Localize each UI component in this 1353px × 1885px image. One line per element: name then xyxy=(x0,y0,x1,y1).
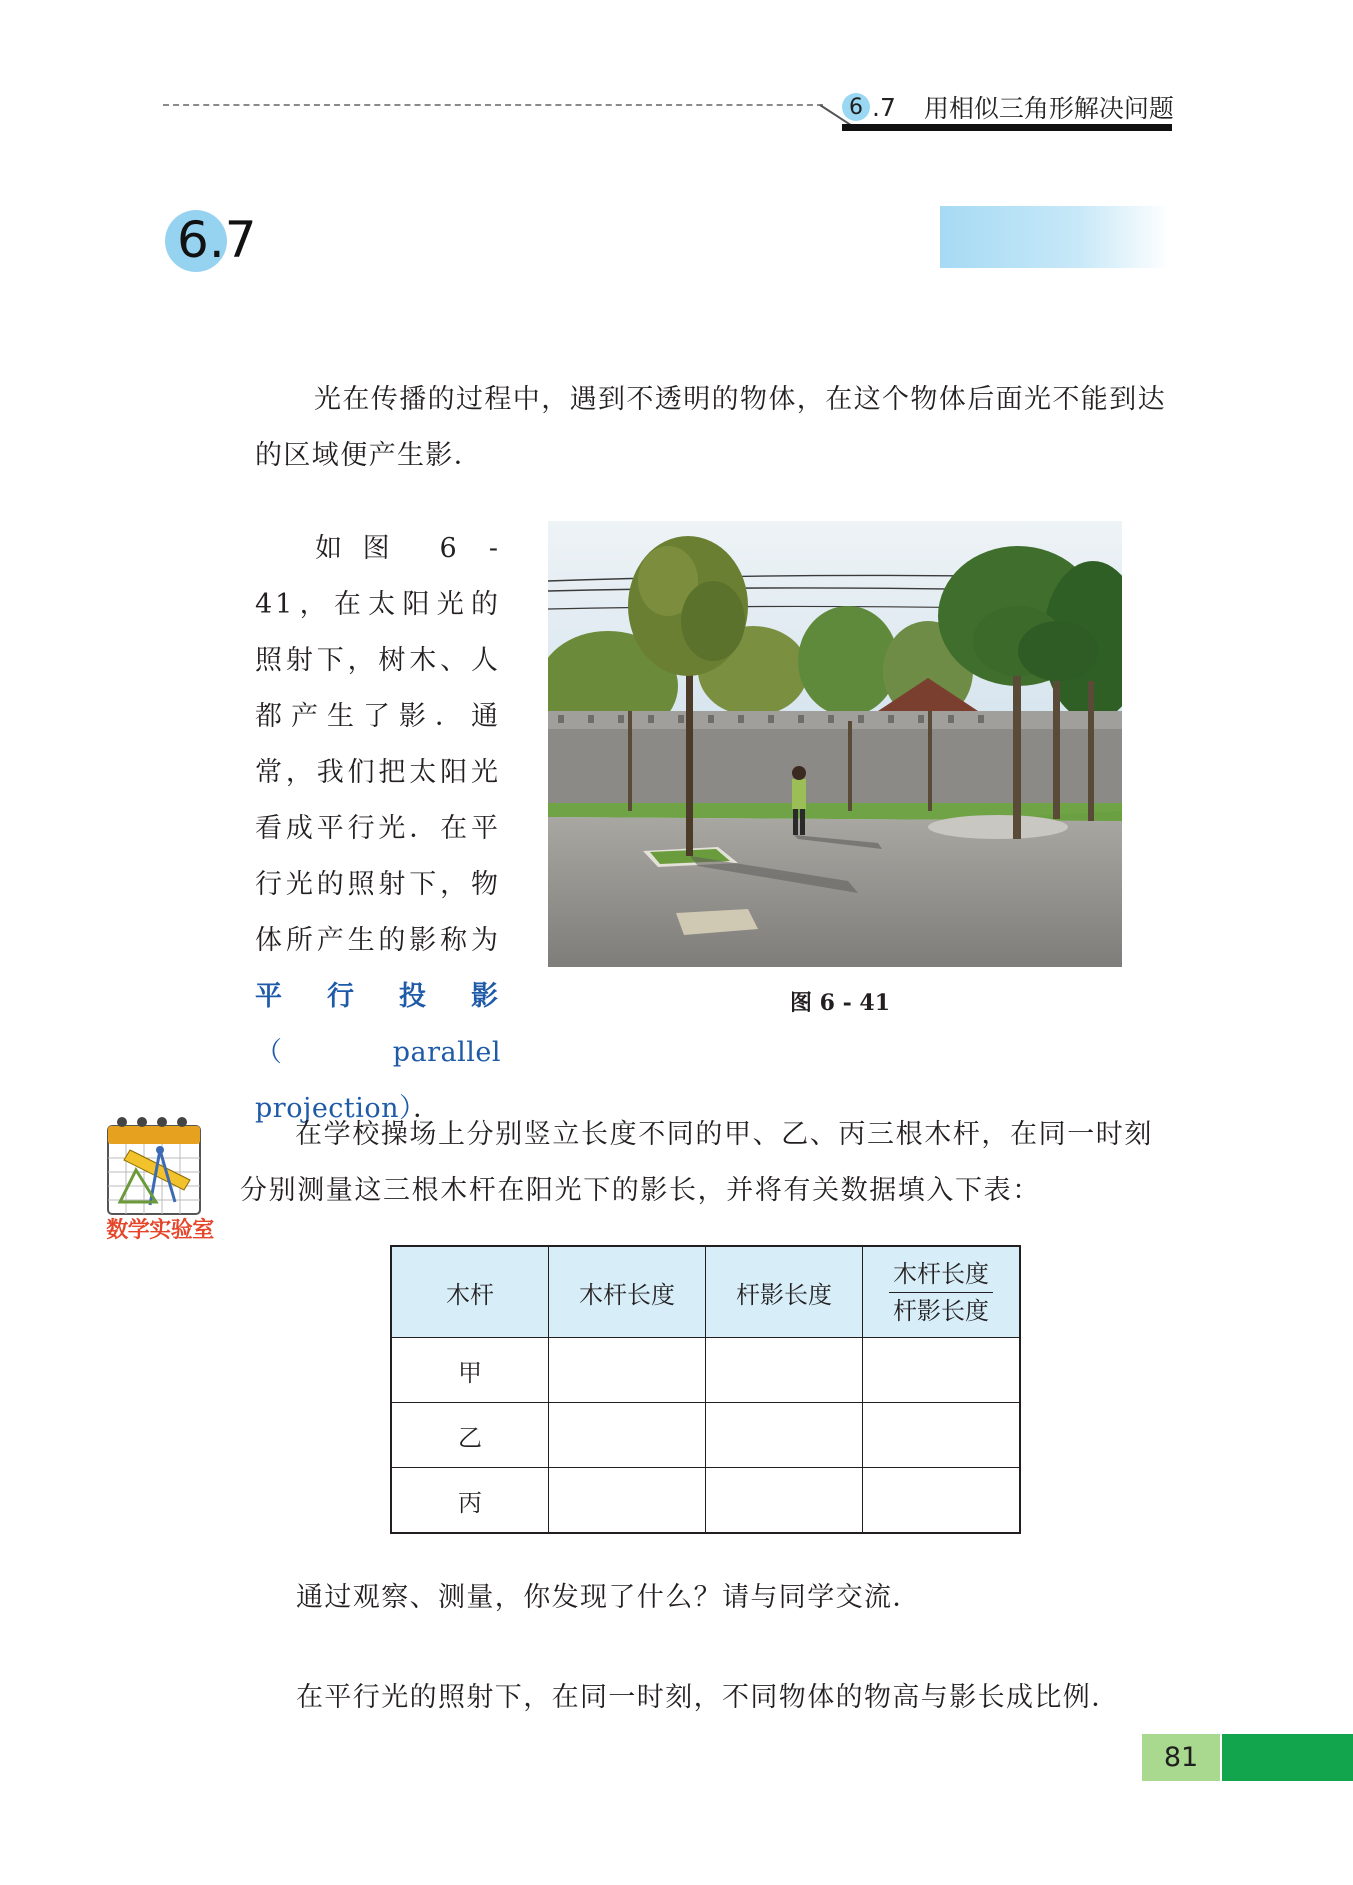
section-suffix: .7 xyxy=(208,211,257,269)
header-section-suffix: .7 xyxy=(872,92,896,122)
header-pole-length: 木杆长度 xyxy=(549,1246,706,1338)
section-heading xyxy=(165,205,257,275)
header-section-circle: 6 xyxy=(842,93,870,121)
section-heading-banner xyxy=(940,206,1170,268)
page-number-bar xyxy=(1222,1734,1353,1781)
table-cell[interactable] xyxy=(549,1403,706,1468)
header-dashed-rule xyxy=(163,104,823,106)
term-english: （parallel projection） xyxy=(255,1037,501,1124)
row-label: 甲 xyxy=(391,1338,549,1403)
header-shadow-length: 杆影长度 xyxy=(706,1246,863,1338)
section-number: 6 xyxy=(177,211,209,269)
row-label: 乙 xyxy=(391,1403,549,1468)
page-number: 81 xyxy=(1142,1734,1220,1781)
table-cell[interactable] xyxy=(706,1403,863,1468)
table-cell[interactable] xyxy=(706,1338,863,1403)
row-label: 丙 xyxy=(391,1468,549,1534)
header-pole: 木杆 xyxy=(391,1246,549,1338)
table-row xyxy=(391,1338,1020,1403)
header-ratio xyxy=(863,1246,1021,1338)
paragraph-intro: 如图 6 - 41，在太阳光的照射下，树木、人都产生了影．通常，我们把太阳光看成平行光．在平行光的照射下，物体所产生的影称为 xyxy=(255,533,501,956)
ratio-denominator: 杆影长度 xyxy=(893,1296,989,1325)
ratio-numerator: 木杆长度 xyxy=(889,1260,993,1293)
ratio-fraction xyxy=(889,1260,993,1325)
parallel-projection-paragraph xyxy=(255,521,501,1137)
figure-photo xyxy=(548,521,1122,967)
header-title: 用相似三角形解决问题 xyxy=(923,94,1174,123)
table-cell[interactable] xyxy=(863,1338,1021,1403)
conclusion: 在平行光的照射下，在同一时刻，不同物体的物高与影长成比例． xyxy=(296,1682,1120,1713)
lab-instructions: 在学校操场上分别竖立长度不同的甲、乙、丙三根木杆，在同一时刻分别测量这三根木杆在阳光下的影长，并将有关数据填入下表： xyxy=(240,1119,1153,1206)
figure-caption: 图 6 - 41 xyxy=(789,990,891,1016)
table-cell[interactable] xyxy=(863,1403,1021,1468)
photo-sunlight-shadows xyxy=(548,521,1122,967)
intro-paragraph: 光在传播的过程中，遇到不透明的物体，在这个物体后面光不能到达的区域便产生影． xyxy=(255,384,1166,471)
table-cell[interactable] xyxy=(549,1468,706,1534)
measurement-table xyxy=(390,1245,1021,1534)
running-header xyxy=(842,90,1174,124)
table-cell[interactable] xyxy=(549,1338,706,1403)
table-cell[interactable] xyxy=(863,1468,1021,1534)
table-row xyxy=(391,1403,1020,1468)
discussion-question: 通过观察、测量，你发现了什么？请与同学交流． xyxy=(296,1582,921,1613)
table-cell[interactable] xyxy=(706,1468,863,1534)
table-row xyxy=(391,1468,1020,1534)
table-header-row xyxy=(391,1246,1020,1338)
paragraph-end: ． xyxy=(413,1093,444,1124)
term-parallel-projection: 平行投影 xyxy=(255,981,501,1012)
lab-label: 数学实验室 xyxy=(106,1218,214,1243)
header-underline-bar xyxy=(842,124,1172,131)
